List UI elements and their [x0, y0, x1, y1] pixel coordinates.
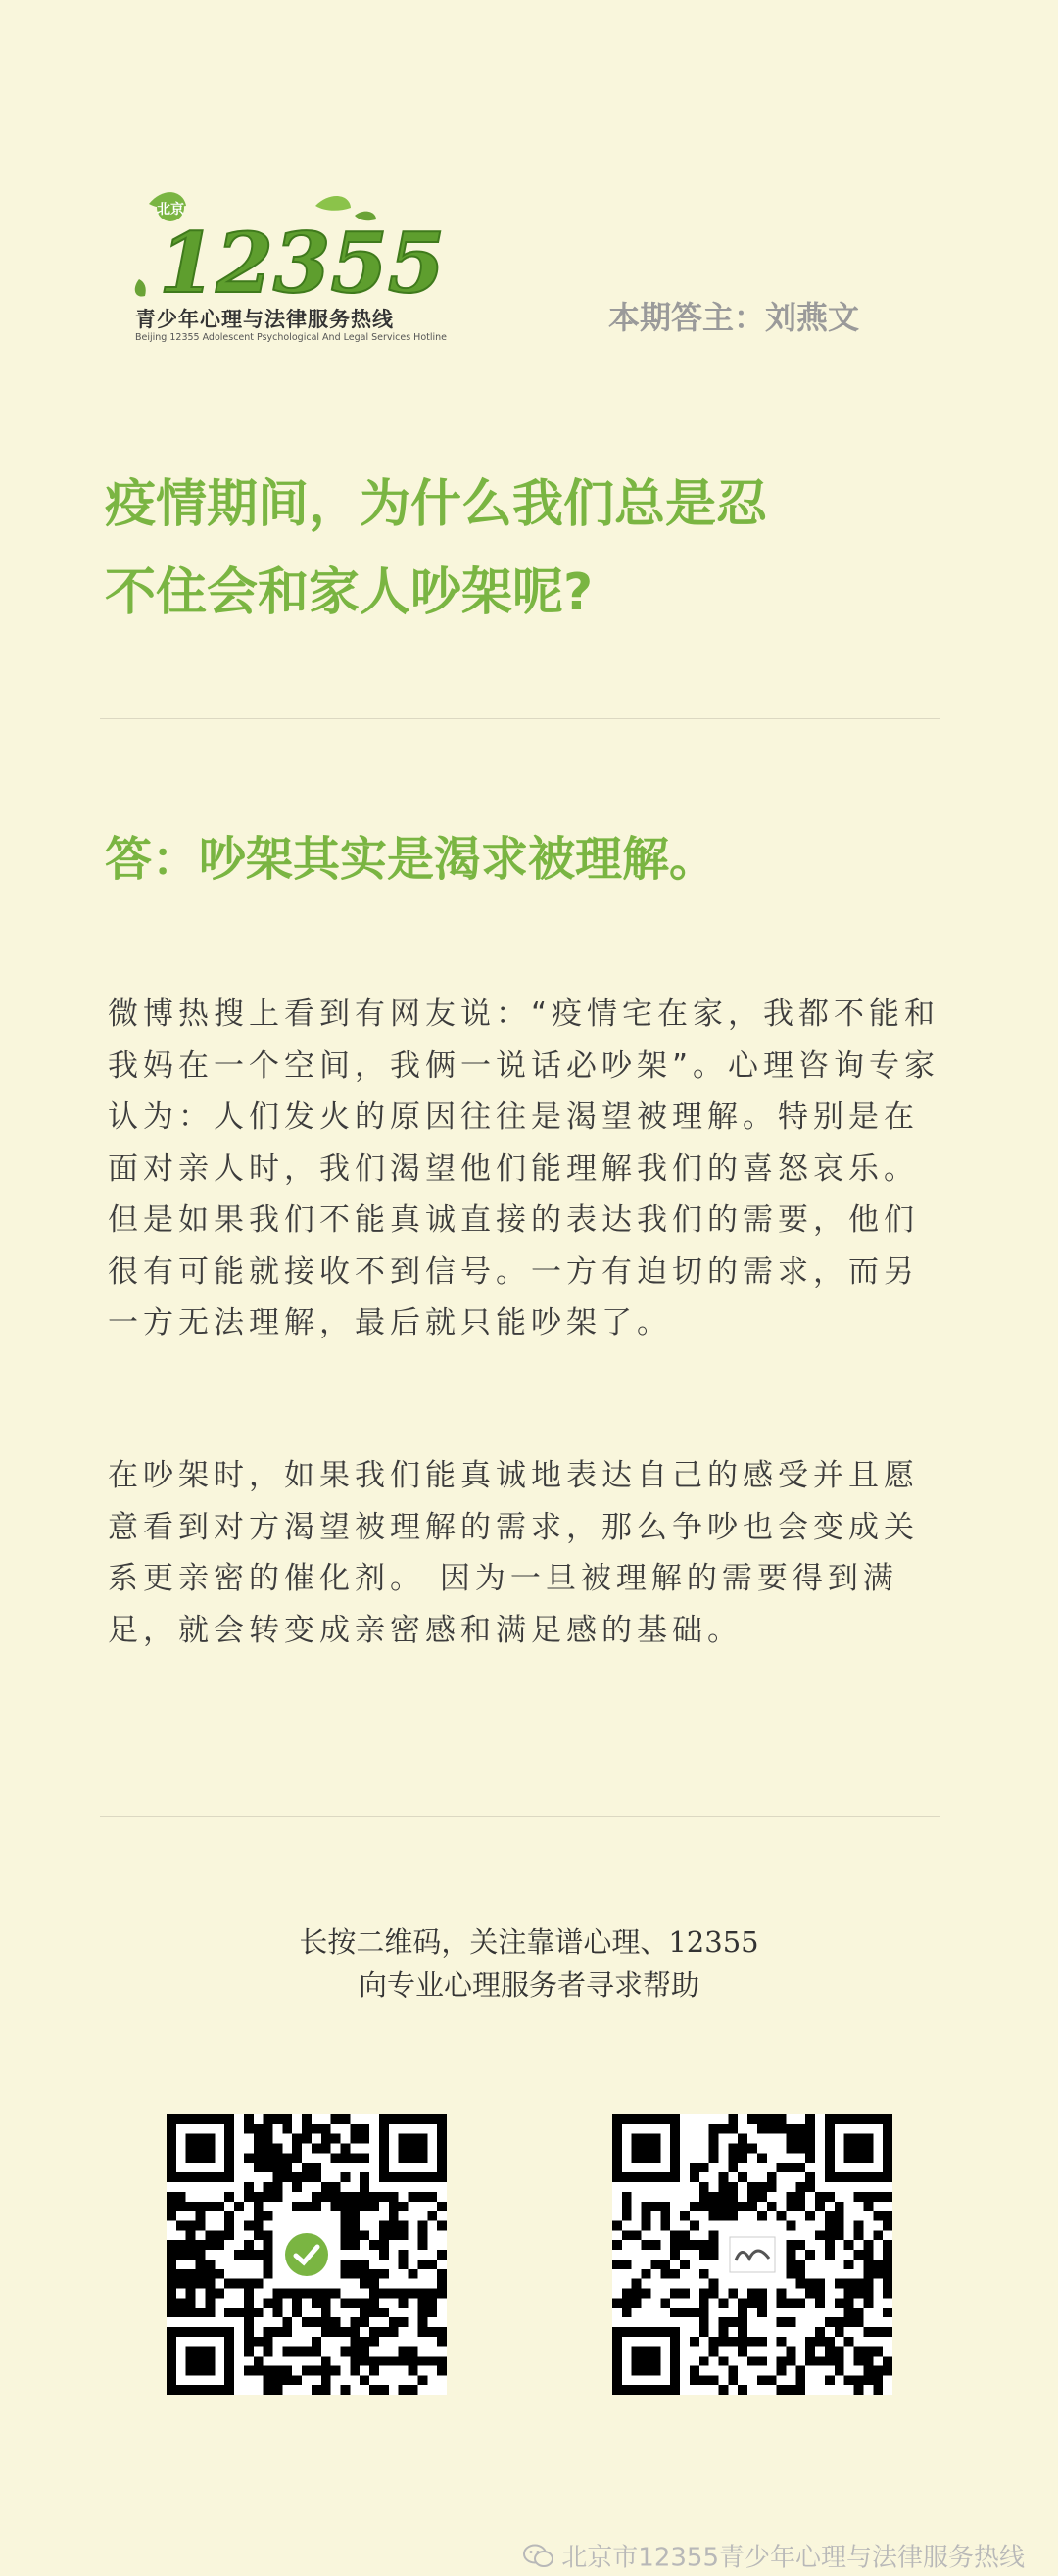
divider-top: [100, 718, 940, 719]
logo-subtitle-cn: 青少年心理与法律服务热线: [135, 308, 394, 331]
question-title-line-2: 不住会和家人吵架呢?: [105, 563, 594, 622]
question-title-line-1: 疫情期间，为什么我们总是忍: [105, 475, 768, 534]
logo-number: 12355: [159, 215, 446, 312]
qr-code-12355[interactable]: [612, 2114, 892, 2395]
qr-center-logo-icon: [277, 2225, 336, 2284]
footer-subinstruction: 向专业心理服务者寻求帮助: [358, 1968, 699, 2002]
answer-heading: 答：吵架其实是渴求被理解。: [105, 832, 717, 887]
qr-code-kaopu[interactable]: [167, 2114, 447, 2395]
host-label: 本期答主：刘燕文: [607, 299, 859, 336]
watermark-text: 北京市12355青少年心理与法律服务热线: [561, 2543, 1025, 2573]
wechat-icon: [522, 2542, 555, 2569]
qr-center-logo-icon: [723, 2225, 782, 2284]
footer-instruction: 长按二维码，关注靠谱心理、12355: [299, 1925, 759, 1959]
divider-bottom: [100, 1816, 940, 1817]
logo-tag: 北京: [157, 202, 184, 218]
answer-paragraph-1: 微博热搜上看到有网友说：“疫情宅在家，我都不能和我妈在一个空间，我俩一说话必吵架”。心理咨询专家认为：人们发火的原因往往是渴望被理解。特别是在面对亲人时，我们渴望他们能理解我们的喜怒哀乐。但是如果我们不能真诚直接的表达我们的需要，他们很有可能就接收不到信号。一方有迫切的需求，而另一方无法理解，最后就只能吵架了。: [108, 996, 940, 1340]
logo-subtitle-en: Beijing 12355 Adolescent Psychological And Legal Services Hotline: [135, 332, 448, 343]
logo-graphic: [129, 186, 446, 312]
watermark: [522, 2538, 1025, 2574]
question-title: [105, 461, 967, 637]
answer-paragraph-2: 在吵架时，如果我们能真诚地表达自己的感受并且愿意看到对方渴望被理解的需求，那么争吵也会变成关系更亲密的催化剂。 因为一旦被理解的需要得到满足，就会转变成亲密感和满足感的基础。: [108, 1458, 919, 1648]
